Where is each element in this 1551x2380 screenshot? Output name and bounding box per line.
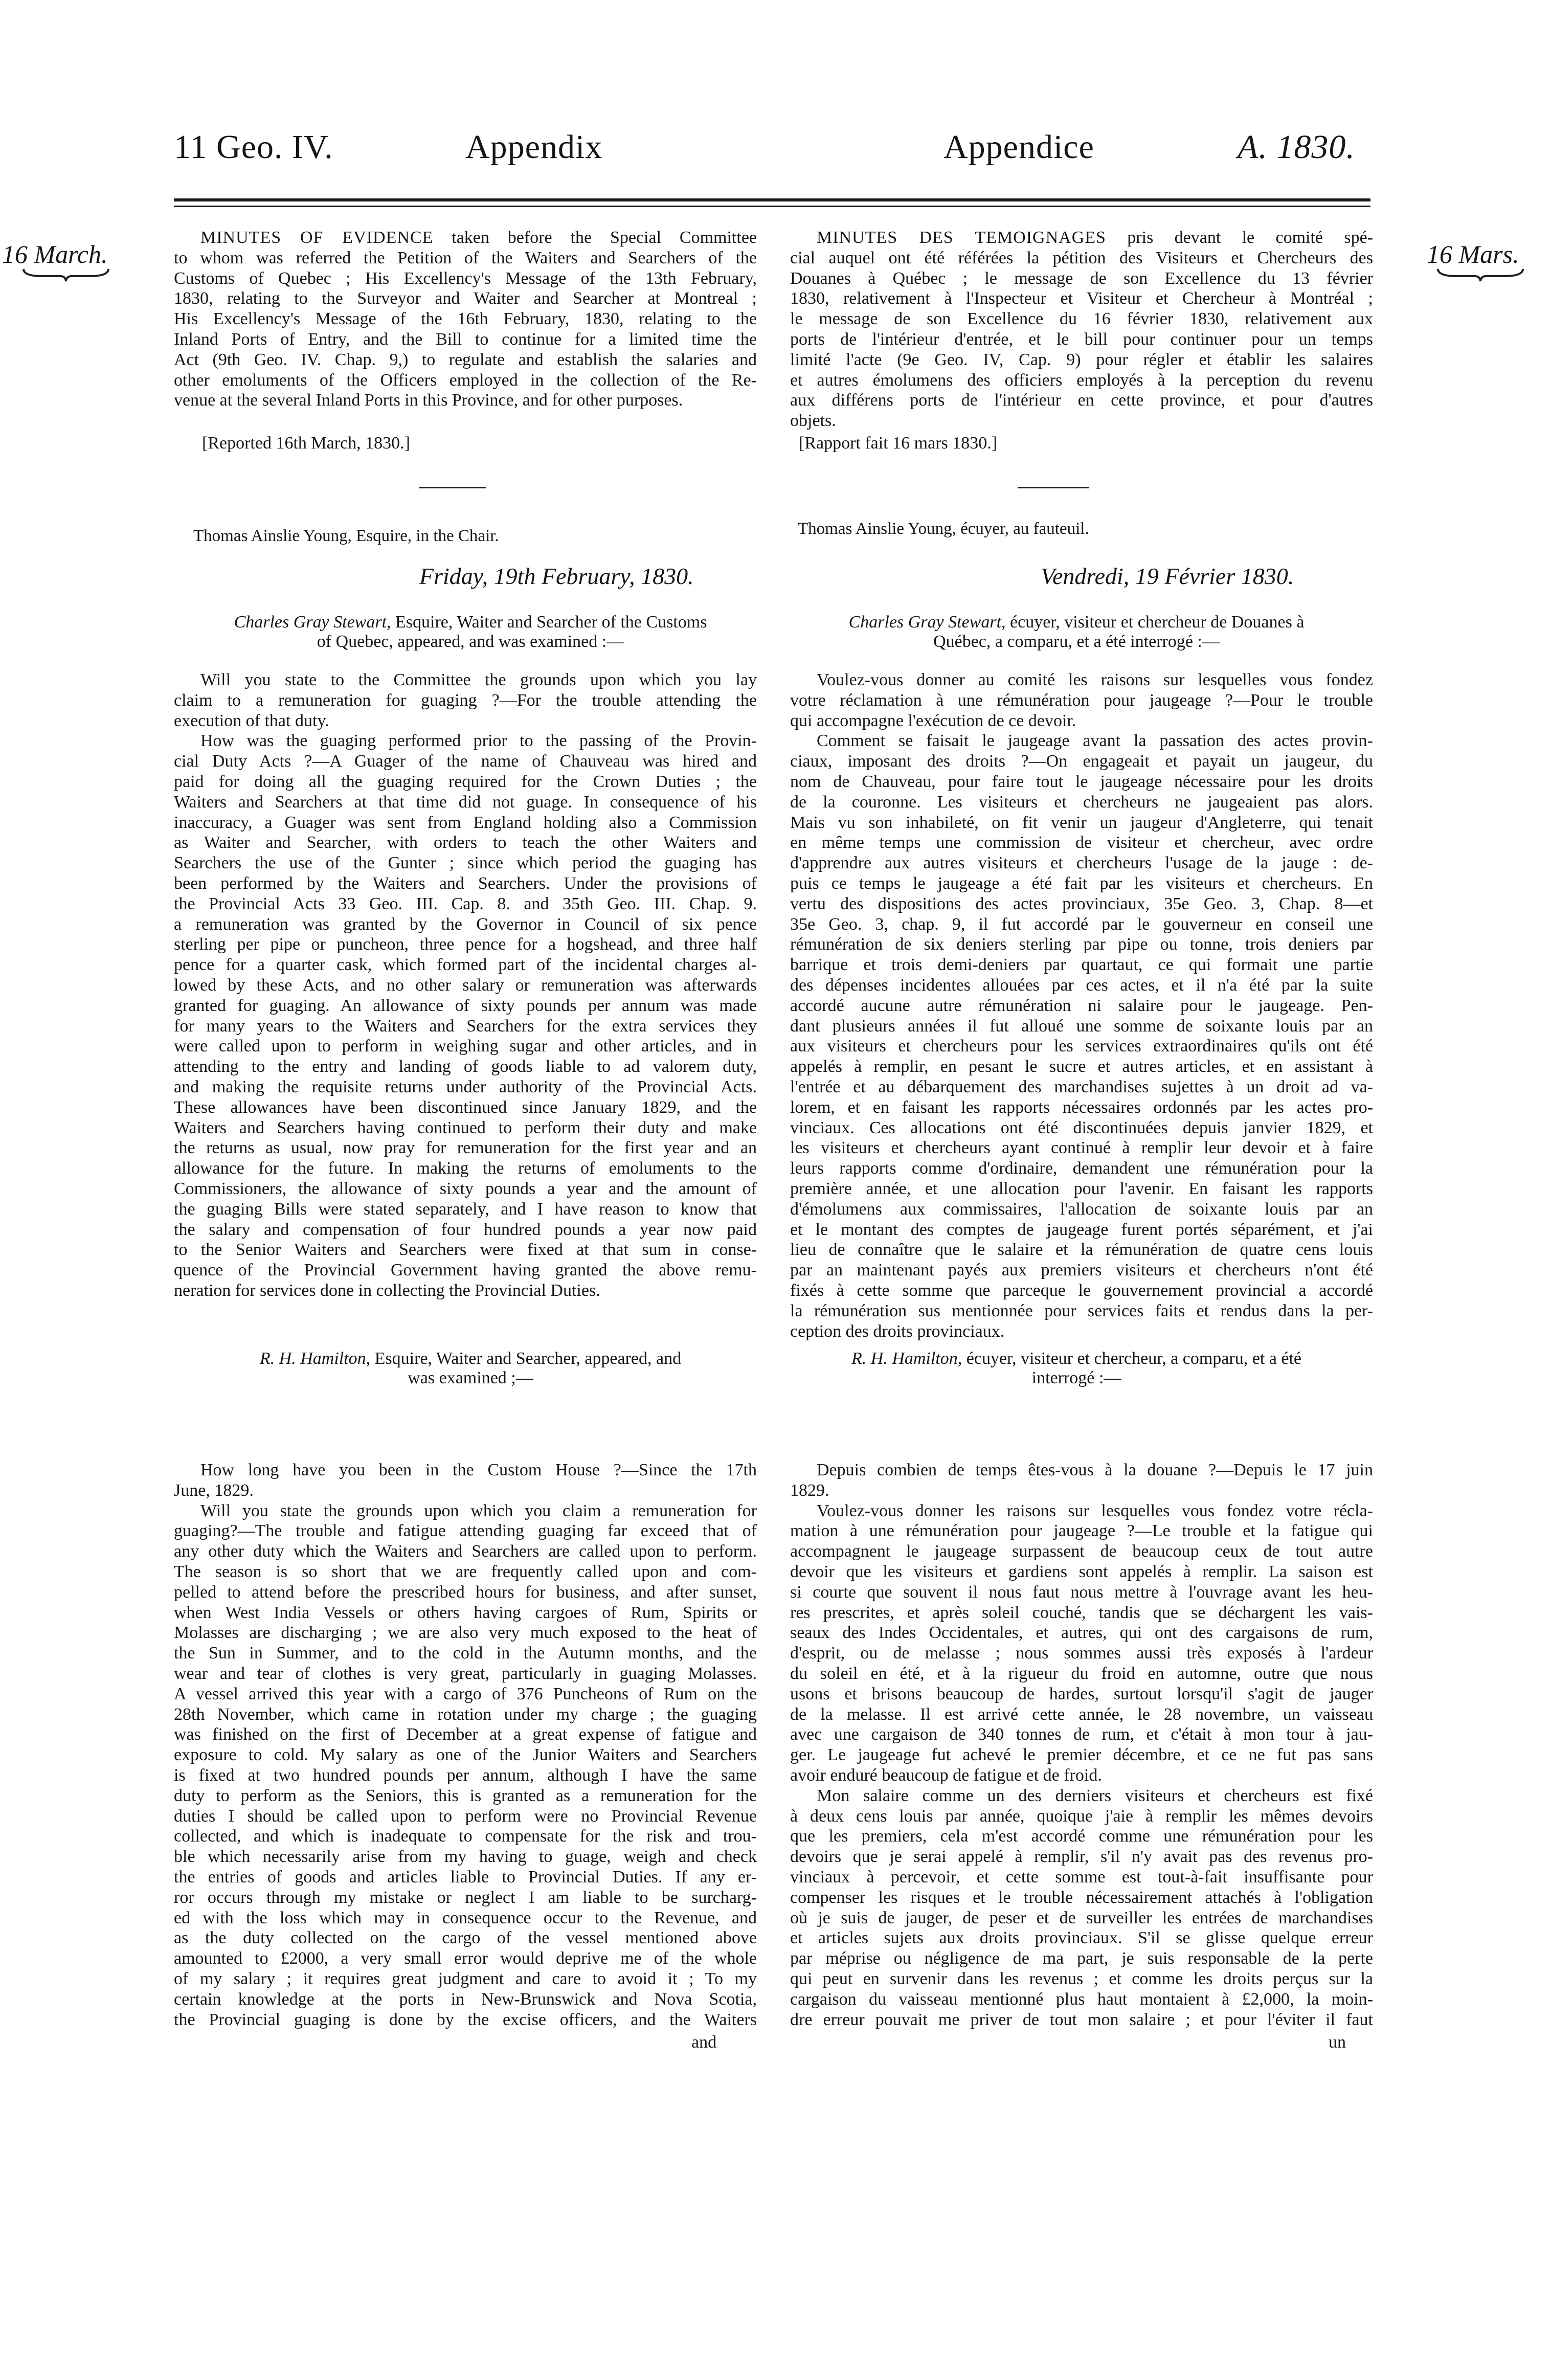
french-text-line: Depuis combien de temps êtes-vous à la douane ?—Depuis le 17 juin (817, 1461, 1373, 1479)
english-text-line: cial Duty Acts ?—A Guager of the name of Chauveau was hired and (174, 752, 757, 771)
french-text-line: aux visiteurs et chercheurs pour les services extraordinaires qu'ils ont été (790, 1037, 1373, 1056)
french-text-line: d'apprendre aux autres visiteurs et chercheurs l'usage de la jauge : de- (790, 854, 1373, 873)
french-witness2-intro (777, 1349, 1376, 1388)
english-minutes-line: Inland Ports of Entry, and the Bill to continue for a limited time the (174, 329, 757, 349)
french-minutes-title: MINUTES DES TEMOIGNAGES (817, 228, 1106, 247)
english-text-line: any other duty which the Waiters and Searchers are called upon to perform. (174, 1542, 757, 1561)
french-minutes-line: pris devant le comité spé- (1127, 228, 1373, 247)
french-text-line: les visiteurs et chercheurs ayant continué à remplir leur devoir et à faire (790, 1138, 1373, 1158)
english-text-line: a remuneration was granted by the Governor in Council of six pence (174, 914, 757, 934)
english-text-line: quence of the Provincial Government having granted the above remu- (174, 1261, 757, 1280)
english-text-line: the Provincial guaging is done by the excise officers, and the Waiters (174, 2010, 757, 2029)
english-text-line: the returns as usual, now pray for remuneration for the first year and an (174, 1138, 757, 1158)
english-text-line: were called upon to perform in weighing sugar and other articles, and in (174, 1037, 757, 1056)
english-text-line: paid for doing all the guaging required for the Crown Duties ; the (174, 772, 757, 791)
english-minutes-heading (174, 228, 757, 248)
french-catchword: un (1329, 2033, 1346, 2052)
french-text-line: 35e Geo. 3, chap. 9, il fut accordé par le gouverneur en conseil une (790, 914, 1373, 934)
french-section-rule (1018, 487, 1089, 488)
english-witness1-appeared: of Quebec, appeared, and was examined :— (317, 632, 624, 651)
french-text-line: Mais vu son inhabileté, on fit venir un jaugeur d'Angleterre, qui tenait (790, 813, 1373, 832)
margin-date-left: 16 March. (2, 240, 108, 268)
french-text-line: seaux des Indes Occidentales, et autres, qui ont des cargaisons de rum, (790, 1623, 1373, 1643)
english-text-line: How was the guaging performed prior to the passing of the Provin- (200, 731, 757, 751)
english-catchword: and (691, 2033, 717, 2052)
english-minutes-line: His Excellency's Message of the 16th February, 1830, relating to the (174, 309, 757, 329)
english-text-line: was finished on the first of December at a great expense of fatigue and (174, 1725, 757, 1744)
english-text-line: Will you state the grounds upon which you claim a remuneration for (200, 1501, 757, 1520)
english-witness2-name: R. H. Hamilton, (259, 1349, 371, 1368)
french-text-line: Comment se faisait le jaugeage avant la passation des actes provin- (817, 731, 1373, 751)
french-minutes-line: aux différens ports de l'intérieur en cette province, et pour d'autres (790, 391, 1373, 410)
french-reported-date: [Rapport fait 16 mars 1830.] (799, 434, 998, 453)
french-minutes-heading (790, 228, 1373, 248)
english-text-line: allowance for the future. In making the returns of emoluments to the (174, 1159, 757, 1178)
english-text-line: granted for guaging. An allowance of sixty pounds per annum was made (174, 996, 757, 1015)
french-witness2-role: écuyer, visiteur et chercheur, a comparu, et a été (966, 1349, 1301, 1368)
english-text-line: The season is so short that we are frequently called upon and com- (174, 1562, 757, 1581)
french-text-line: lorem, et en faisant les rapports nécessaires ordonnés par les actes pro- (790, 1097, 1373, 1117)
english-minutes-line: taken before the Special Committee (452, 228, 757, 247)
french-text-line: vertu des dispositions des actes provinciaux, 35e Geo. 3, Chap. 8—et (790, 894, 1373, 913)
english-text-line: duty to perform as the Seniors, this is granted as a remuneration for the (174, 1786, 757, 1805)
french-text-line: par méprise ou négligence de ma part, je suis responsable de la perte (790, 1949, 1373, 1968)
french-witness1-intro (777, 613, 1376, 652)
english-minutes-line: venue at the several Inland Ports in this Province, and for other purposes. (174, 391, 683, 410)
french-text-line: l'entrée et au débarquement des marchandises sujettes à un droit ad va- (790, 1077, 1373, 1096)
english-text-line: of my salary ; it requires great judgment and care to avoid it ; To my (174, 1969, 757, 1988)
french-text-line: ciaux, imposant des droits ?—On engageait et payait un jaugeur, du (790, 752, 1373, 771)
english-text-line: to the Senior Waiters and Searchers were fixed at that sum in conse- (174, 1240, 757, 1260)
header-rule-thick (174, 198, 1370, 201)
english-witness2-role: Esquire, Waiter and Searcher, appeared, and (374, 1349, 682, 1368)
english-text-line: is fixed at two hundred pounds per annum, although I have the same (174, 1765, 757, 1785)
french-text-line: barrique et trois demi-deniers par quartaut, ce qui formait une partie (790, 955, 1373, 975)
english-text-line: A vessel arrived this year with a cargo of 376 Puncheons of Rum on the (174, 1684, 757, 1703)
english-text-line: attending to the entry and landing of goods liable to ad valorem duty, (174, 1057, 757, 1076)
french-text-line: et le montant des comptes de jaugeage furent portés séparément, et j'ai (790, 1220, 1373, 1239)
french-text-line: compenser les risques et le trouble nécessairement attachés à l'obligation (790, 1888, 1373, 1907)
header-rule-thin (174, 206, 1370, 207)
english-text-line: claim to a remuneration for guaging ?—For the trouble attending the (174, 690, 757, 710)
english-text-line: the guaging Bills were stated separately, and I have reason to know that (174, 1199, 757, 1219)
french-text-line: Mon salaire comme un des derniers visiteurs et chercheurs est fixé (817, 1786, 1373, 1805)
english-text-line: Waiters and Searchers at that time did not guage. In consequence of his (174, 792, 757, 812)
french-text-line: qui peut en survenir dans les revenus ; et comme les droits perçus sur la (790, 1969, 1373, 1988)
french-text-line: dant plusieurs années il fut alloué une somme de soixante louis par an (790, 1016, 1373, 1036)
english-text-line: guaging?—The trouble and fatigue attending guaging far exceed that of (174, 1521, 757, 1541)
french-minutes-line: le message de son Excellence du 16 février 1830, relativement aux (790, 309, 1373, 329)
english-testimony-2 (174, 1460, 757, 2030)
english-text-line: These allowances have been discontinued since January 1829, and the (174, 1097, 757, 1117)
english-text-line: Searchers the use of the Gunter ; since which period the guaging has (174, 854, 757, 873)
french-witness1-appeared: Québec, a comparu, et a été interrogé :— (933, 632, 1220, 651)
english-minutes-line: to whom was referred the Petition of the Waiters and Searchers of the (174, 248, 757, 267)
french-text-line: Voulez-vous donner au comité les raisons sur lesquelles vous fondez (817, 670, 1373, 689)
english-text-line: 28th November, which came in rotation under my charge ; the guaging (174, 1704, 757, 1724)
french-text-line: qui accompagne l'exécution de ce devoir. (790, 711, 1076, 730)
english-text-line: exposure to cold. My salary as one of the Junior Waiters and Searchers (174, 1745, 757, 1765)
margin-brace-left (23, 267, 109, 282)
french-text-line: puis ce temps le jaugeage a été fait par les visiteurs et chercheurs. En (790, 873, 1373, 893)
english-text-line: sterling per pipe or puncheon, three pence for a hogshead, and three half (174, 935, 757, 954)
french-text-line: où je suis de jauger, de peser et de surveiller les entrées de marchandises (790, 1908, 1373, 1927)
english-text-line: Commissioners, the allowance of sixty pounds a year and the amount of (174, 1179, 757, 1198)
english-text-line: been performed by the Waiters and Searchers. Under the provisions of (174, 873, 757, 893)
french-text-line: accordé aucune autre rémunération ni salaire pour le jaugeage. Pen- (790, 996, 1373, 1015)
english-text-line: inaccuracy, a Guager was sent from England holding also a Commission (174, 813, 757, 832)
english-text-line: Molasses are discharging ; we are also very much exposed to the heat of (174, 1623, 757, 1643)
margin-brace-right (1437, 267, 1524, 282)
french-text-line: première année, et une allocation pour l'avenir. En faisant les rapports (790, 1179, 1373, 1198)
french-text-line: avoir enduré beaucoup de fatigue et de froid. (790, 1765, 1102, 1785)
english-text-line: Will you state to the Committee the grounds upon which you lay (200, 670, 757, 689)
french-text-line: 1829. (790, 1480, 829, 1500)
french-text-line: d'émolumens aux commissaires, l'allocation de soixante louis par an (790, 1199, 1373, 1219)
french-minutes-line: objets. (790, 411, 836, 431)
english-text-line: pence for a quarter cask, which formed part of the incidental charges al- (174, 955, 757, 975)
french-text-line: vinciaux à percevoir, et cette somme est tout-à-fait insuffisante pour (790, 1867, 1373, 1887)
english-text-line: collected, and which is inadequate to compensate for the risk and trou- (174, 1827, 757, 1846)
english-text-line: Waiters and Searchers having continued to perform their duty and make (174, 1118, 757, 1137)
english-minutes-line: other emoluments of the Officers employed in the collection of the Re- (174, 370, 757, 390)
english-text-line: ble which necessarily arise from my having to guage, weigh and check (174, 1847, 757, 1867)
french-text-line: nom de Chauveau, pour faire tout le jaugeage nécessaire pour les droits (790, 772, 1373, 791)
french-text-line: des dépenses incidentes allouées par ces actes, et il n'a été par la suite (790, 975, 1373, 995)
french-witness2-name: R. H. Hamilton, (851, 1349, 962, 1368)
english-witness1-role: Esquire, Waiter and Searcher of the Customs (395, 613, 707, 632)
french-text-line: par an maintenant payés aux premiers visiteurs et chercheurs n'ont été (790, 1261, 1373, 1280)
french-text-line: appelés à remplir, en pesant le sucre et autres articles, et en assistant à (790, 1057, 1373, 1076)
english-text-line: the salary and compensation of four hundred pounds a year now paid (174, 1220, 757, 1239)
english-chair: Thomas Ainslie Young, Esquire, in the Chair. (193, 527, 499, 545)
header-regnal-year: 11 Geo. IV. (174, 128, 333, 166)
english-text-line: certain knowledge at the ports in New-Brunswick and Nova Scotia, (174, 1989, 757, 2009)
english-section-rule (419, 487, 486, 488)
french-text-line: de la couronne. Les visiteurs et chercheurs ne jaugeaient pas alors. (790, 792, 1373, 812)
english-text-line: the Provincial Acts 33 Geo. III. Cap. 8. and 35th Geo. III. Chap. 9. (174, 894, 757, 913)
english-witness2-appeared: was examined ;— (408, 1368, 533, 1387)
french-witness1-role: écuyer, visiteur et chercheur de Douanes à (1010, 613, 1305, 632)
french-text-line: ger. Le jaugeage fut achevé le premier décembre, et ce ne fut pas sans (790, 1745, 1373, 1765)
english-text-line: and making the requisite returns under authority of the Provincial Acts. (174, 1077, 757, 1096)
english-minutes-line: Act (9th Geo. IV. Chap. 9,) to regulate and establish the salaries and (174, 350, 757, 369)
english-text-line: duties I should be called upon to perform were no Provincial Revenue (174, 1806, 757, 1826)
english-text-line: the Sun in Summer, and to the cold in the Autumn months, and the (174, 1644, 757, 1663)
french-sitting-date: Vendredi, 19 Février 1830. (1041, 563, 1294, 589)
french-minutes-line: Douanes à Québec ; le message de son Excellence du 13 février (790, 268, 1373, 288)
french-column (790, 228, 1373, 431)
french-minutes-line: ports de l'intérieur d'entrée, et le bill pour continuer pour un temps (790, 329, 1373, 349)
french-text-line: la rémunération sus mentionnée pour services faits et rendus dans la per- (790, 1301, 1373, 1320)
french-chair: Thomas Ainslie Young, écuyer, au fauteuil. (798, 520, 1089, 538)
french-text-line: du soleil en été, et à la rigueur du froid en automne, outre que nous (790, 1664, 1373, 1683)
french-text-line: Voulez-vous donner les raisons sur lesquelles vous fondez votre récla- (817, 1501, 1373, 1520)
english-column (174, 228, 757, 411)
french-text-line: leurs rapports comme d'ordinaire, demandent une rémunération pour la (790, 1159, 1373, 1178)
english-sitting-date: Friday, 19th February, 1830. (419, 563, 694, 589)
french-witness1-name: Charles Gray Stewart, (848, 613, 1006, 632)
english-text-line: as the duty collected on the cargo of the vessel mentioned above (174, 1928, 757, 1948)
french-text-line: et articles sujets aux droits provinciaux. S'il se glisse quelque erreur (790, 1928, 1373, 1948)
english-witness2-intro (184, 1349, 757, 1388)
english-witness1-intro (184, 613, 757, 652)
french-text-line: usons et brisons beaucoup de hardes, surtout lorsqu'il s'agit de jauger (790, 1684, 1373, 1703)
french-text-line: devoir que les visiteurs et gardiens sont appelés à remplir. La saison est (790, 1562, 1373, 1581)
french-text-line: fixés à cette somme que parceque le gouvernement provincial a accordé (790, 1281, 1373, 1300)
english-minutes-title: MINUTES OF EVIDENCE (200, 228, 434, 247)
english-witness1-name: Charles Gray Stewart, (234, 613, 391, 632)
french-text-line: de la melasse. Il est arrivé cette année, le 28 novembre, un vaisseau (790, 1704, 1373, 1724)
french-text-line: cargaison du vaisseau mentionné plus haut montaient à £2,000, la moin- (790, 1989, 1373, 2009)
french-minutes-line: cial auquel ont été référées la pétition des Visiteurs et Chercheurs des (790, 248, 1373, 267)
header-year: A. 1830. (1238, 128, 1355, 166)
french-minutes-line: 1830, relativement à l'Inspecteur et Visiteur et Chercheur à Montréal ; (790, 289, 1373, 308)
english-text-line: when West India Vessels or others having cargoes of Rum, Spirits or (174, 1603, 757, 1622)
french-text-line: accompagnent le jaugeage surpassent de beaucoup ceux de tout autre (790, 1542, 1373, 1561)
english-text-line: June, 1829. (174, 1480, 254, 1500)
french-text-line: à deux cens louis par année, quoique j'aie à remplir les mêmes devoirs (790, 1806, 1373, 1826)
english-text-line: pelled to attend before the prescribed hours for business, and after sunset, (174, 1582, 757, 1602)
header-appendice: Appendice (943, 128, 1094, 166)
french-text-line: si courte que souvent il nous faut nous mettre à l'ouvrage avant les heu- (790, 1582, 1373, 1602)
french-minutes-line: limité l'acte (9e Geo. IV, Cap. 9) pour régler et établir les salaires (790, 350, 1373, 369)
french-testimony-1 (790, 670, 1373, 1341)
french-minutes-line: et autres émolumens des officiers employés à la perception du revenu (790, 370, 1373, 390)
english-minutes-line: Customs of Quebec ; His Excellency's Message of the 13th February, (174, 268, 757, 288)
english-text-line: as Waiter and Searcher, with orders to teach the other Waiters and (174, 833, 757, 852)
french-text-line: lieu de connaître que le salaire et la rémunération de quatre cens louis (790, 1240, 1373, 1260)
french-text-line: votre réclamation à une rémunération pour jaugeage ?—Pour le trouble (790, 690, 1373, 710)
french-text-line: avec une cargaison de 340 tonnes de rum, et c'était à mon tour à jau- (790, 1725, 1373, 1744)
french-witness2-appeared: interrogé :— (1031, 1368, 1121, 1387)
french-testimony-2 (790, 1460, 1373, 2030)
english-text-line: ror occurs through my mistake or neglect I am liable to be surcharg- (174, 1888, 757, 1907)
french-text-line: mation à une rémunération pour jaugeage ?—Le trouble et la fatigue qui (790, 1521, 1373, 1541)
margin-date-right: 16 Mars. (1427, 240, 1519, 268)
english-text-line: the entries of goods and articles liable to Provincial Duties. If any er- (174, 1867, 757, 1887)
english-reported-date: [Reported 16th March, 1830.] (202, 434, 410, 453)
english-minutes-line: 1830, relating to the Surveyor and Waiter and Searcher at Montreal ; (174, 289, 757, 308)
french-text-line: dre erreur pouvait me priver de tout mon salaire ; et pour l'éviter il faut (790, 2010, 1373, 2029)
french-text-line: devoirs que je serai appelé à remplir, s'il n'y avait pas des revenus pro- (790, 1847, 1373, 1867)
english-testimony-1 (174, 670, 757, 1301)
french-text-line: d'esprit, ou de melasse ; nous sommes aussi très exposés à l'ardeur (790, 1644, 1373, 1663)
english-text-line: wear and tear of clothes is very great, particularly in guaging Molasses. (174, 1664, 757, 1683)
french-text-line: ception des droits provinciaux. (790, 1321, 1005, 1341)
french-text-line: rémunération de six deniers sterling par pipe ou tonne, trois deniers par (790, 935, 1373, 954)
english-text-line: How long have you been in the Custom House ?—Since the 17th (200, 1461, 757, 1479)
english-text-line: execution of that duty. (174, 711, 329, 730)
english-text-line: for many years to the Waiters and Searchers for the extra services they (174, 1016, 757, 1036)
french-text-line: res prescrites, et après soleil couché, tandis que se déchargent les vais- (790, 1603, 1373, 1622)
french-text-line: vinciaux. Ces allocations ont été discontinuées depuis janvier 1829, et (790, 1118, 1373, 1137)
english-text-line: neration for services done in collecting the Provincial Duties. (174, 1281, 600, 1300)
french-text-line: en même temps une commission de visiteur et chercheur, avec ordre (790, 833, 1373, 852)
header-appendix: Appendix (465, 128, 603, 166)
french-text-line: que les premiers, cela m'est accordé comme une rémunération pour les (790, 1827, 1373, 1846)
english-text-line: amounted to £2000, a very small error would deprive me of the whole (174, 1949, 757, 1968)
english-text-line: ed with the loss which may in consequence occur to the Revenue, and (174, 1908, 757, 1927)
english-text-line: lowed by these Acts, and no other salary or remuneration was afterwards (174, 975, 757, 995)
